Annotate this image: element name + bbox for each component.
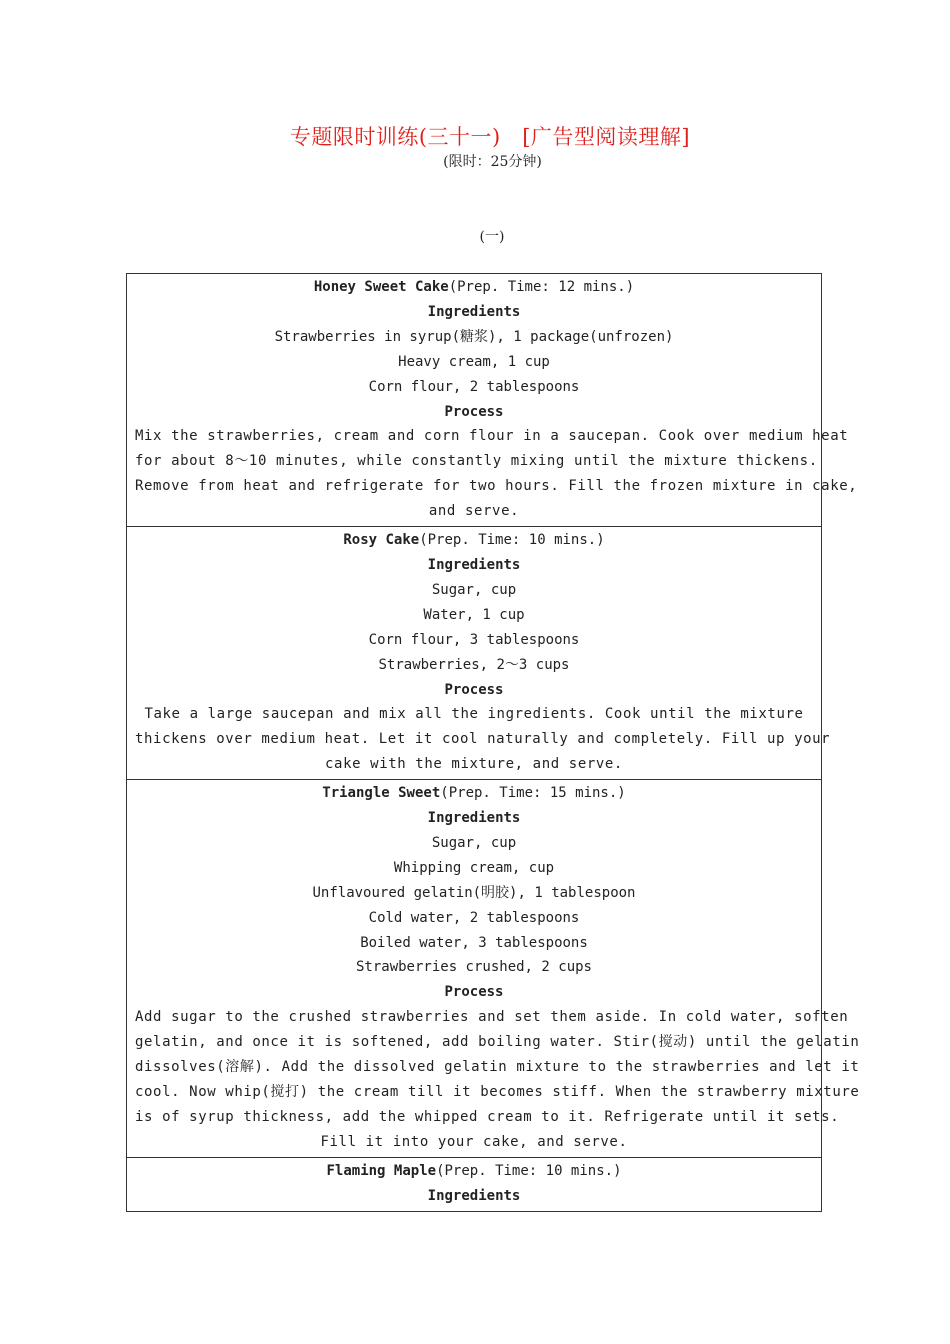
recipe-name: Rosy Cake: [343, 532, 420, 549]
ingredient-item: Heavy cream, 1 cup: [398, 353, 550, 370]
ingredient-item: Whipping cream, cup: [393, 859, 555, 876]
ingredient-item: Corn flour, 3 tablespoons: [368, 631, 580, 648]
process-heading: Process: [444, 403, 504, 420]
prep-time: (Prep. Time: 10 mins.): [436, 1162, 622, 1179]
ingredient-item: Unflavoured gelatin(明胶), 1 tablespoon: [312, 884, 636, 901]
recipe-heading: [135, 528, 813, 553]
ingredient-item: Sugar, cup: [431, 581, 517, 598]
ingredients-heading: Ingredients: [427, 810, 521, 827]
process-line: cake with the mixture, and serve.: [325, 756, 623, 773]
process-line: and serve.: [428, 503, 520, 520]
ingredient-item: Boiled water, 3 tablespoons: [360, 934, 588, 951]
recipe-name: Triangle Sweet: [322, 785, 441, 802]
process-line: Take a large saucepan and mix all the ingredients. Cook until the mixture: [144, 706, 804, 723]
ingredient-item: Strawberries in syrup(糖浆), 1 package(unfrozen): [274, 328, 674, 345]
process-line: thickens over medium heat. Let it cool naturally and completely. Fill up your: [135, 731, 831, 748]
ingredient-item: Strawberries crushed, 2 cups: [355, 959, 592, 976]
page-title: 专题限时训练(三十一) [广告型阅读理解]: [289, 125, 691, 149]
process-line: Add sugar to the crushed strawberries and set them aside. In cold water, soften: [135, 1009, 849, 1026]
ingredients-heading: Ingredients: [427, 303, 521, 320]
recipe-cell: [127, 779, 860, 1157]
ingredients-heading: Ingredients: [427, 556, 521, 573]
section-number: (一): [479, 229, 505, 245]
ingredient-item: Water, 1 cup: [423, 606, 525, 623]
time-limit: (限时：25分钟): [443, 154, 542, 170]
recipe-cell: [127, 274, 858, 526]
recipe-cell: [127, 526, 831, 779]
ingredient-item: Sugar, cup: [431, 834, 517, 851]
recipe-table: [126, 273, 860, 1212]
process-line: is of syrup thickness, add the whipped cream to it. Refrigerate until it sets.: [135, 1108, 840, 1125]
process-line: dissolves(溶解). Add the dissolved gelatin mixture to the strawberries and let it: [135, 1059, 860, 1076]
prep-time: (Prep. Time: 10 mins.): [419, 532, 605, 549]
process-line: Fill it into your cake, and serve.: [320, 1133, 628, 1150]
recipe-name: Flaming Maple: [326, 1162, 437, 1179]
prep-time: (Prep. Time: 15 mins.): [440, 785, 626, 802]
ingredients-heading: Ingredients: [427, 1187, 521, 1204]
recipe-heading: [135, 275, 813, 300]
process-line: for about 8～10 minutes, while constantly mixing until the mixture thickens.: [135, 453, 818, 470]
recipe-cell: [127, 1157, 821, 1211]
recipe-heading: [135, 1159, 813, 1184]
ingredient-item: Corn flour, 2 tablespoons: [368, 378, 580, 395]
recipe-name: Honey Sweet Cake: [313, 279, 449, 295]
process-line: Mix the strawberries, cream and corn flour in a saucepan. Cook over medium heat: [135, 428, 849, 445]
prep-time: (Prep. Time: 12 mins.): [448, 279, 635, 295]
process-heading: Process: [444, 681, 504, 698]
recipe-heading: [135, 781, 813, 806]
process-line: Remove from heat and refrigerate for two hours. Fill the frozen mixture in cake,: [135, 478, 858, 495]
process-heading: Process: [444, 984, 504, 1001]
process-line: cool. Now whip(搅打) the cream till it becomes stiff. When the strawberry mixture: [135, 1084, 860, 1100]
ingredient-item: Cold water, 2 tablespoons: [368, 909, 580, 926]
ingredient-item: Strawberries, 2～3 cups: [378, 656, 570, 673]
process-line: gelatin, and once it is softened, add boiling water. Stir(搅动) until the gelatin: [135, 1034, 860, 1051]
